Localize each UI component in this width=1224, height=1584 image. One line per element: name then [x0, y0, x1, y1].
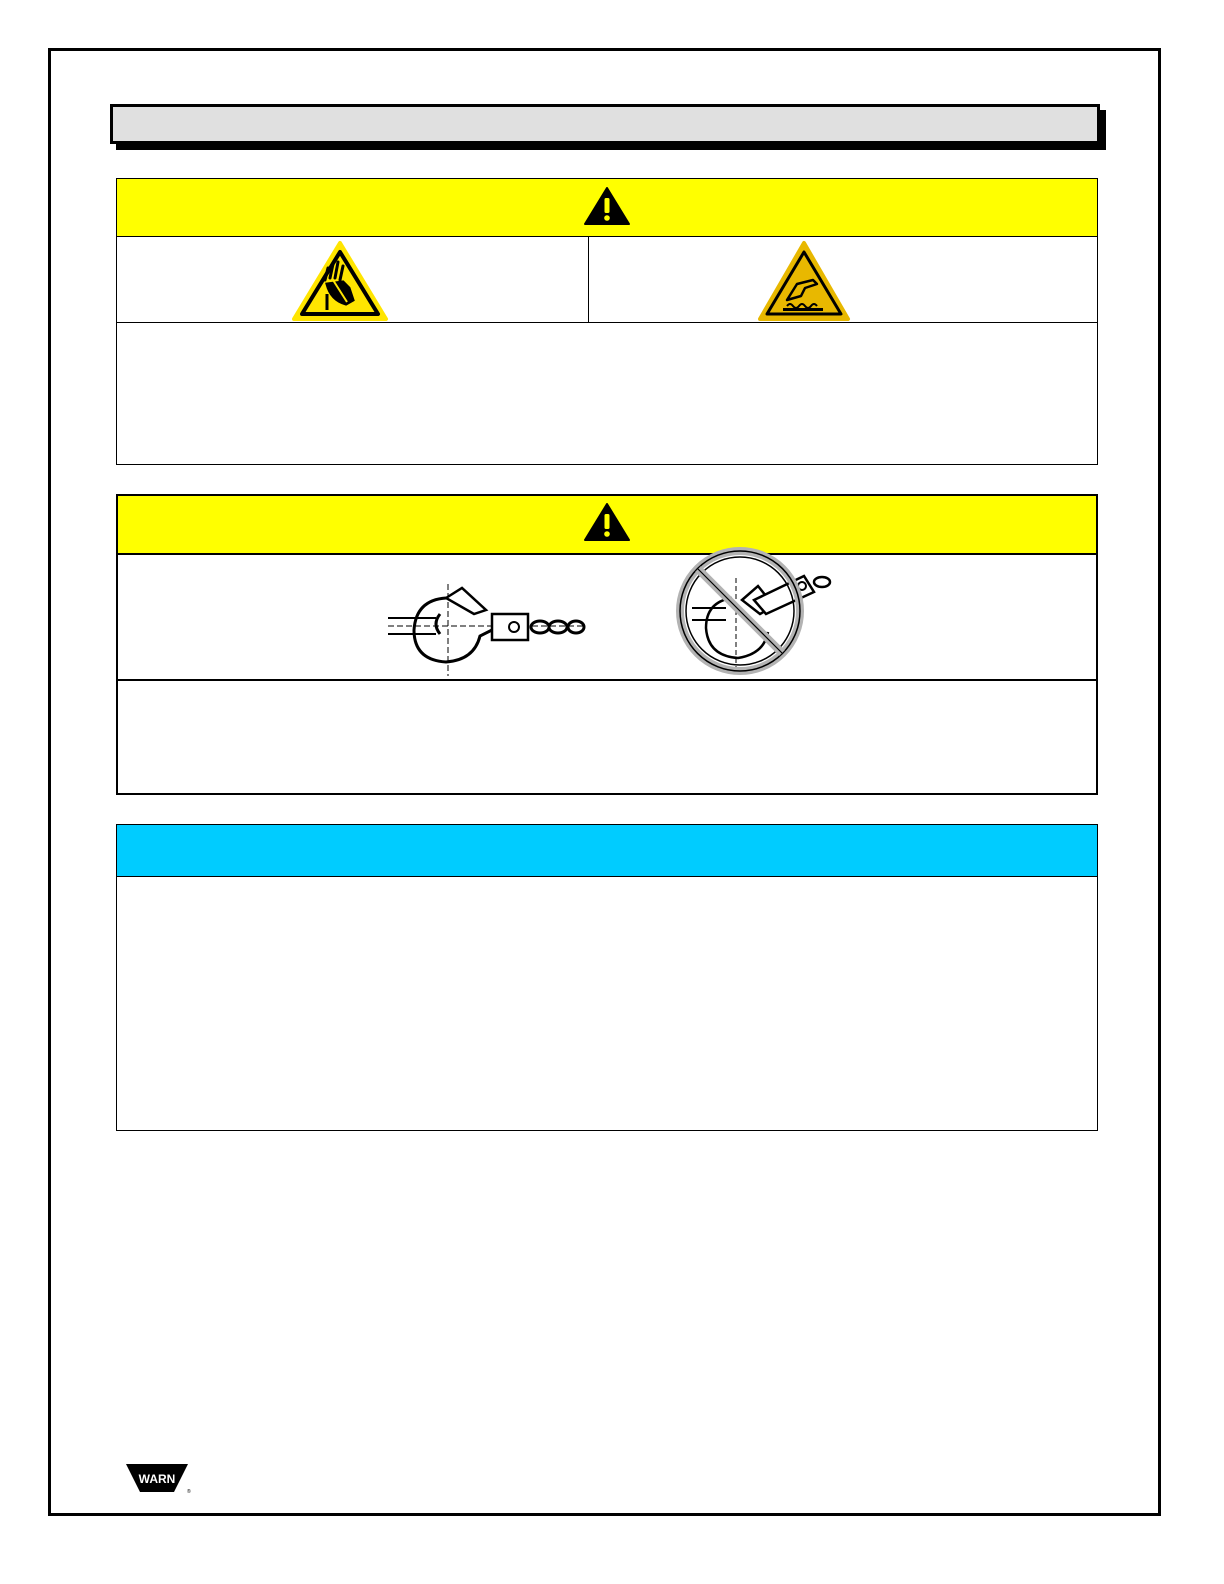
- hand-cut-hazard-icon: [291, 240, 389, 322]
- svg-text:®: ®: [187, 1489, 191, 1495]
- alert-triangle-icon: [583, 502, 631, 542]
- warning-box-1: [116, 178, 1098, 465]
- svg-text:WARN: WARN: [138, 1472, 176, 1486]
- warning-box-2: [116, 494, 1098, 795]
- alert-triangle-icon: [583, 186, 631, 226]
- section-header-bar: [110, 104, 1100, 144]
- hook-latch-prohibited-icon: [666, 548, 836, 678]
- hazard-row-divider: [117, 322, 1097, 323]
- hook-latch-correct-icon: [388, 584, 584, 676]
- warn-logo: [124, 1462, 190, 1494]
- hot-surface-hazard-icon: [757, 240, 851, 322]
- illustration-row-divider: [118, 679, 1096, 681]
- warning-band-1: [117, 179, 1097, 237]
- notice-box: [116, 824, 1098, 1131]
- hazard-column-divider: [588, 236, 589, 322]
- warning-band-2: [118, 496, 1096, 555]
- notice-band: [117, 825, 1097, 877]
